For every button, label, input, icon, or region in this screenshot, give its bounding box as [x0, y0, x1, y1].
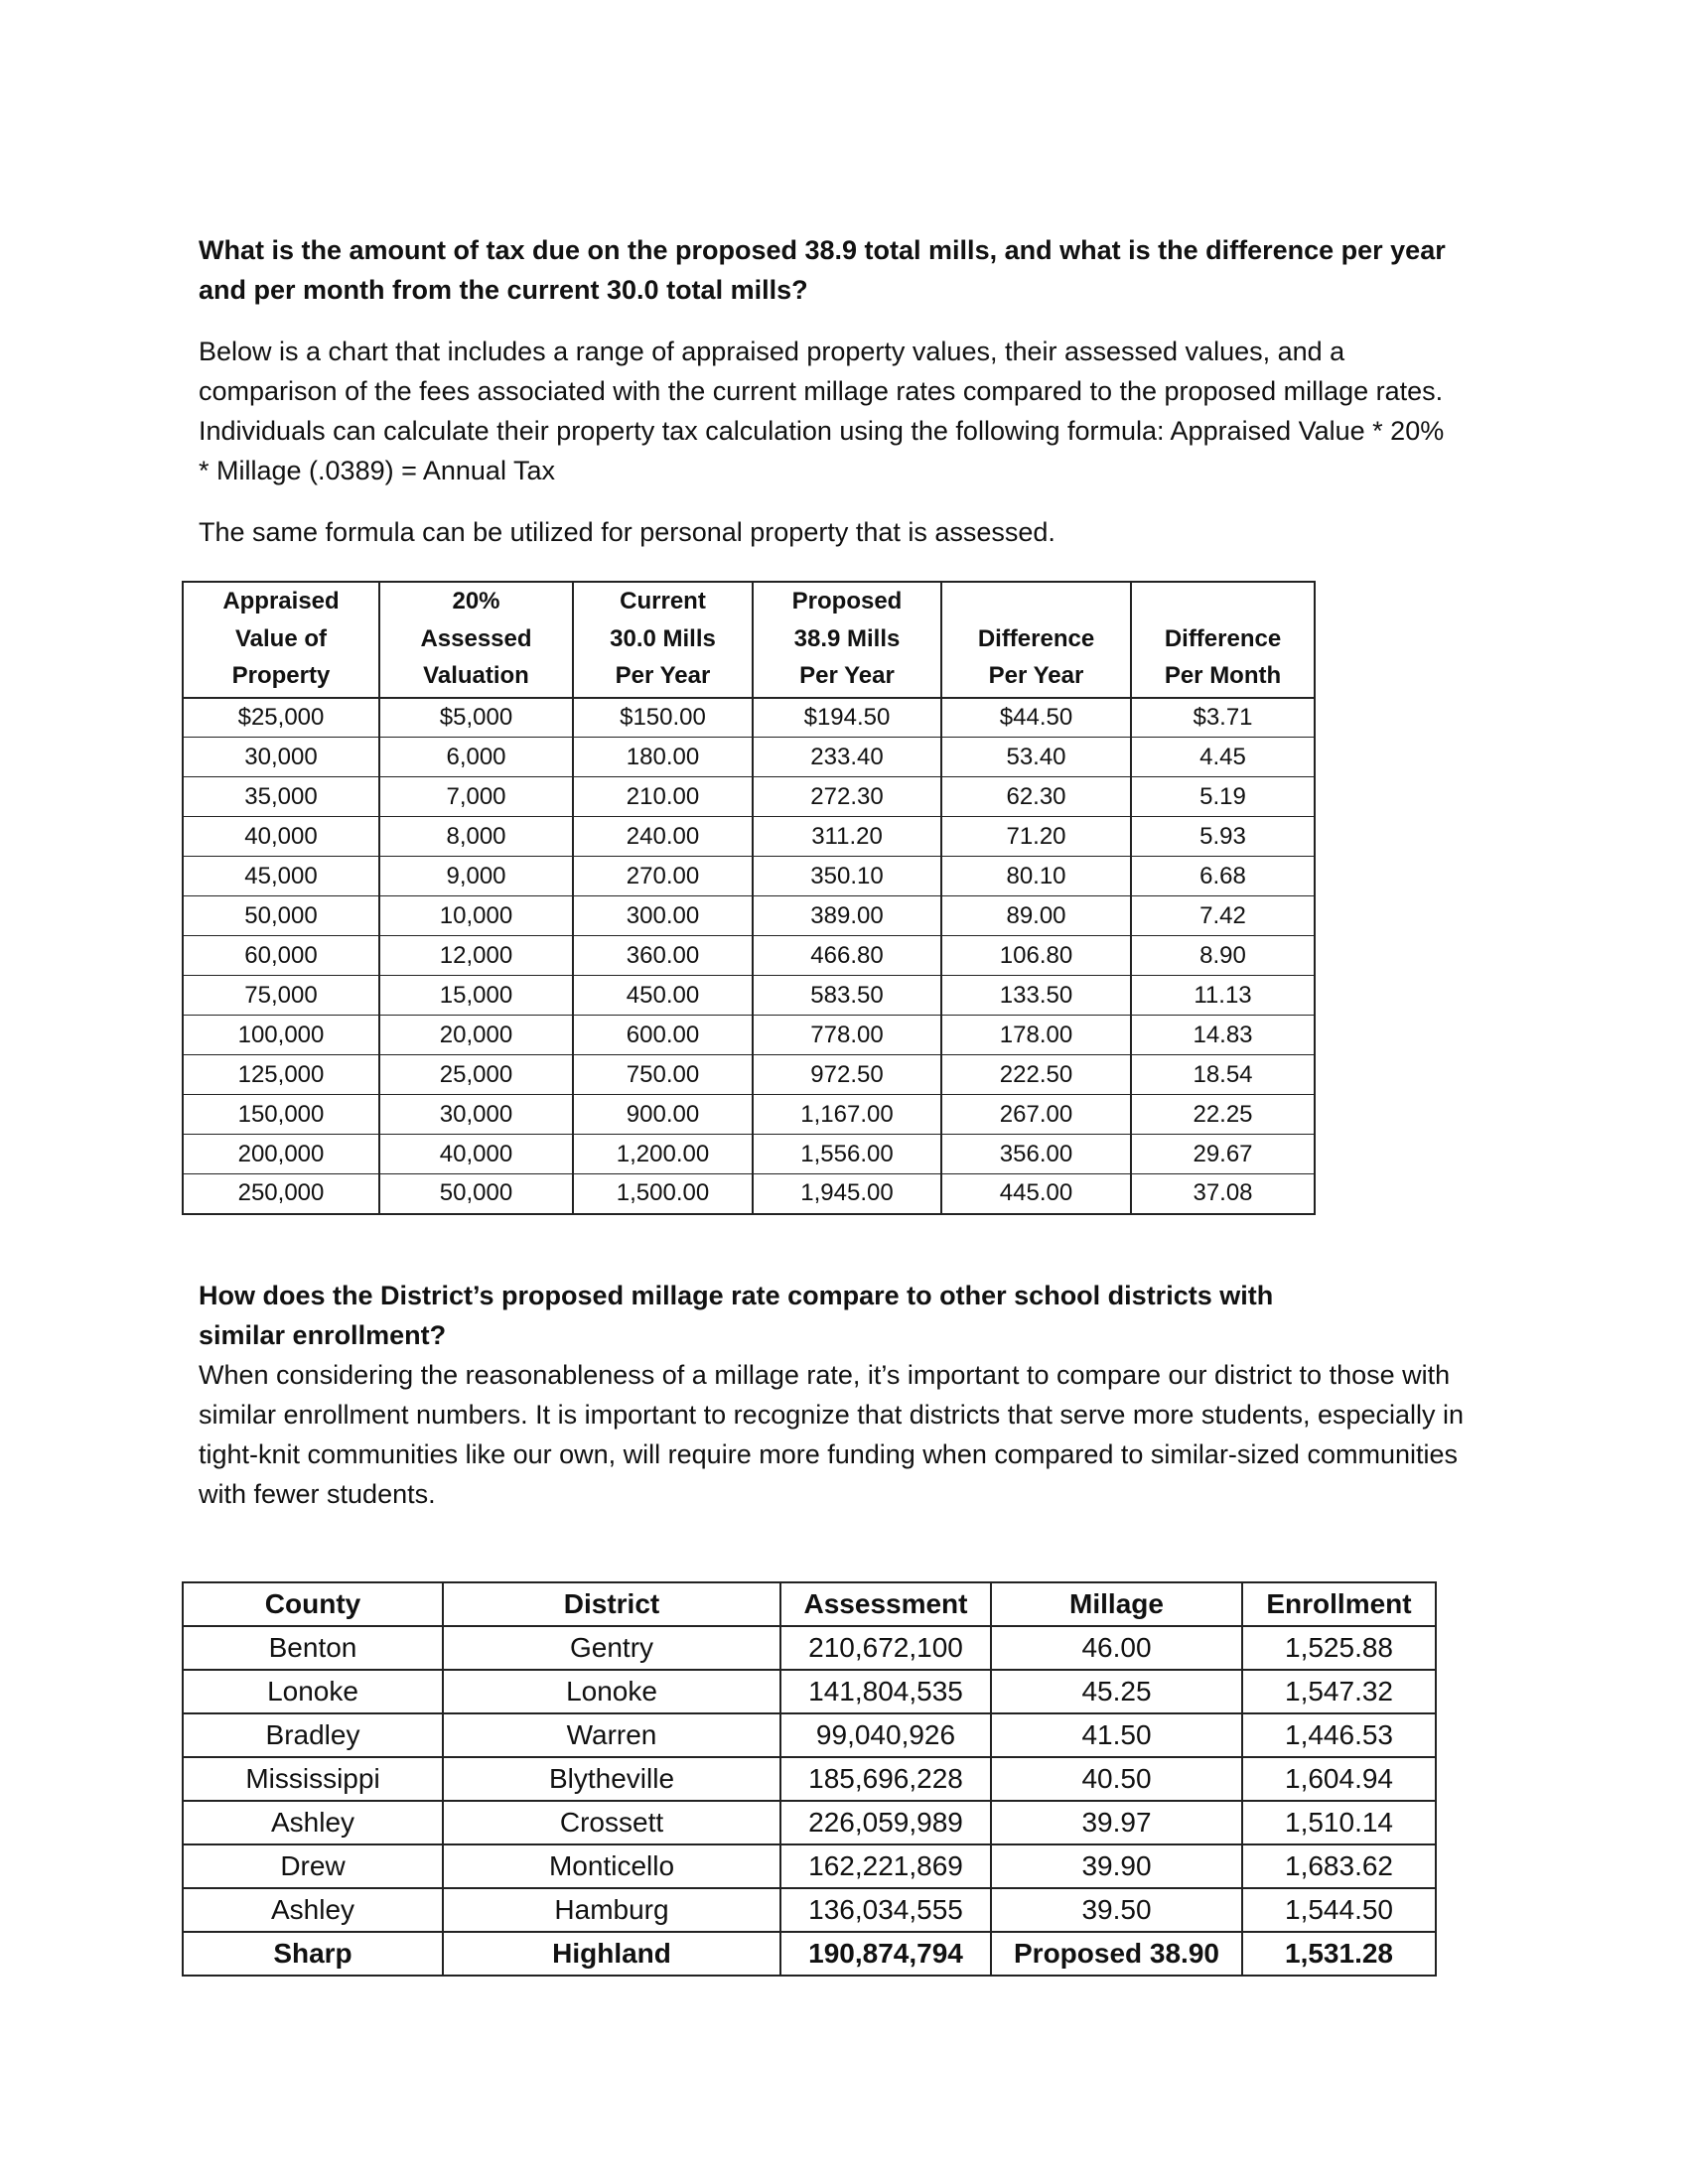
table-cell: 14.83 — [1131, 1016, 1315, 1055]
table-cell: 900.00 — [573, 1095, 753, 1135]
table-cell: Lonoke — [443, 1670, 780, 1713]
table-cell: Lonoke — [183, 1670, 443, 1713]
table-cell: 30,000 — [379, 1095, 573, 1135]
table-cell: Highland — [443, 1932, 780, 1976]
table-cell: 40,000 — [183, 817, 379, 857]
table-row — [183, 1713, 1436, 1757]
header-line: Difference — [1164, 624, 1282, 652]
table-cell: $25,000 — [183, 698, 379, 738]
table-cell: 162,221,869 — [780, 1844, 991, 1888]
tax-table-header-cell — [753, 582, 941, 698]
table-cell: 1,945.00 — [753, 1174, 941, 1214]
table-row — [183, 1055, 1315, 1095]
table-cell: 37.08 — [1131, 1174, 1315, 1214]
table-cell: 200,000 — [183, 1135, 379, 1174]
header-line: 38.9 Mills — [793, 624, 901, 652]
table-cell: 466.80 — [753, 936, 941, 976]
table-cell: 12,000 — [379, 936, 573, 976]
table-cell: 29.67 — [1131, 1135, 1315, 1174]
table-cell: 7.42 — [1131, 896, 1315, 936]
table-cell: 185,696,228 — [780, 1757, 991, 1801]
table-cell: 178.00 — [941, 1016, 1131, 1055]
table-cell: 272.30 — [753, 777, 941, 817]
table-cell: 106.80 — [941, 936, 1131, 976]
table-cell: 35,000 — [183, 777, 379, 817]
header-line: Per Year — [799, 662, 895, 689]
table-cell: 5.19 — [1131, 777, 1315, 817]
table-cell: 8.90 — [1131, 936, 1315, 976]
table-cell: 89.00 — [941, 896, 1131, 936]
table-cell: Proposed 38.90 — [991, 1932, 1242, 1976]
header-line: 30.0 Mills — [610, 624, 716, 652]
table-row — [183, 936, 1315, 976]
table-cell: 80.10 — [941, 857, 1131, 896]
header-line: Current — [620, 588, 706, 614]
table-cell: 1,446.53 — [1242, 1713, 1436, 1757]
table-row — [183, 857, 1315, 896]
table-cell: 50,000 — [183, 896, 379, 936]
table-cell: $3.71 — [1131, 698, 1315, 738]
table-cell: 50,000 — [379, 1174, 573, 1214]
table-cell: 1,167.00 — [753, 1095, 941, 1135]
table-row — [183, 1174, 1315, 1214]
table-cell: 71.20 — [941, 817, 1131, 857]
table-row — [183, 1801, 1436, 1844]
table-cell: Ashley — [183, 1888, 443, 1932]
table-cell: 6,000 — [379, 738, 573, 777]
table-cell: 99,040,926 — [780, 1713, 991, 1757]
table-cell: Drew — [183, 1844, 443, 1888]
table-cell: 18.54 — [1131, 1055, 1315, 1095]
header-line: Appraised — [222, 588, 340, 614]
table-cell: 53.40 — [941, 738, 1131, 777]
table-cell: 972.50 — [753, 1055, 941, 1095]
table-row — [183, 1670, 1436, 1713]
table-row — [183, 1888, 1436, 1932]
table-cell: 270.00 — [573, 857, 753, 896]
section2-heading: How does the District’s proposed millage rate compare to other school districts with similar enrollment? — [199, 1281, 1274, 1350]
table-cell: $44.50 — [941, 698, 1131, 738]
table-row — [183, 817, 1315, 857]
table-cell: 445.00 — [941, 1174, 1131, 1214]
table-cell: 7,000 — [379, 777, 573, 817]
table-cell: 46.00 — [991, 1626, 1242, 1670]
table-cell: Bradley — [183, 1713, 443, 1757]
table-cell: 125,000 — [183, 1055, 379, 1095]
table-cell: 40.50 — [991, 1757, 1242, 1801]
table-cell: 100,000 — [183, 1016, 379, 1055]
table-cell: 1,547.32 — [1242, 1670, 1436, 1713]
header-line: Proposed — [791, 588, 903, 614]
table-cell: 356.00 — [941, 1135, 1131, 1174]
header-line: 20% — [452, 588, 500, 614]
district-table-body — [183, 1626, 1436, 1976]
table-cell: 1,544.50 — [1242, 1888, 1436, 1932]
table-cell: 133.50 — [941, 976, 1131, 1016]
table-cell: 1,200.00 — [573, 1135, 753, 1174]
district-table-header-cell: County — [183, 1582, 443, 1626]
table-cell: Monticello — [443, 1844, 780, 1888]
tax-table-body — [183, 698, 1315, 1214]
table-cell: $194.50 — [753, 698, 941, 738]
tax-table-header-cell — [183, 582, 379, 698]
district-table-header-cell: Millage — [991, 1582, 1242, 1626]
table-row — [183, 777, 1315, 817]
table-cell: 267.00 — [941, 1095, 1131, 1135]
tax-table-header-cell — [573, 582, 753, 698]
district-table-header-row — [183, 1582, 1436, 1626]
table-cell: 39.97 — [991, 1801, 1242, 1844]
table-cell: 6.68 — [1131, 857, 1315, 896]
table-cell: 1,525.88 — [1242, 1626, 1436, 1670]
table-cell: 210,672,100 — [780, 1626, 991, 1670]
table-cell: 360.00 — [573, 936, 753, 976]
tax-table-header-cell — [379, 582, 573, 698]
table-cell: Blytheville — [443, 1757, 780, 1801]
table-cell: 39.90 — [991, 1844, 1242, 1888]
header-line: Value of — [234, 624, 328, 652]
header-line: Valuation — [423, 662, 529, 689]
table-row — [183, 698, 1315, 738]
table-cell: 20,000 — [379, 1016, 573, 1055]
table-cell: 750.00 — [573, 1055, 753, 1095]
table-cell: 240.00 — [573, 817, 753, 857]
table-cell: Sharp — [183, 1932, 443, 1976]
header-line: Difference — [977, 624, 1095, 652]
table-cell: 75,000 — [183, 976, 379, 1016]
table-cell: 4.45 — [1131, 738, 1315, 777]
table-cell: 15,000 — [379, 976, 573, 1016]
table-cell: Warren — [443, 1713, 780, 1757]
table-cell: 141,804,535 — [780, 1670, 991, 1713]
table-cell: 350.10 — [753, 857, 941, 896]
tax-table-header-row — [183, 582, 1315, 698]
table-cell: 300.00 — [573, 896, 753, 936]
table-cell: 8,000 — [379, 817, 573, 857]
table-cell: 10,000 — [379, 896, 573, 936]
header-line: Property — [231, 662, 331, 689]
table-cell: Benton — [183, 1626, 443, 1670]
header-line: Per Year — [615, 662, 711, 689]
table-cell: 45,000 — [183, 857, 379, 896]
table-row — [183, 1757, 1436, 1801]
table-cell: 311.20 — [753, 817, 941, 857]
section1-heading: What is the amount of tax due on the proposed 38.9 total mills, and what is the difference per year and per month from the current 30.0 total mills? — [199, 235, 1446, 305]
table-cell: 5.93 — [1131, 817, 1315, 857]
table-cell: 150,000 — [183, 1095, 379, 1135]
table-cell: 41.50 — [991, 1713, 1242, 1757]
table-cell: 389.00 — [753, 896, 941, 936]
table-cell: 778.00 — [753, 1016, 941, 1055]
district-comparison-table — [182, 1581, 1437, 1977]
table-cell: 39.50 — [991, 1888, 1242, 1932]
table-cell: 1,556.00 — [753, 1135, 941, 1174]
table-cell: 25,000 — [379, 1055, 573, 1095]
table-cell: 583.50 — [753, 976, 941, 1016]
section-tax-calculation — [199, 230, 1489, 552]
table-cell: 45.25 — [991, 1670, 1242, 1713]
table-cell: 1,531.28 — [1242, 1932, 1436, 1976]
table-row — [183, 1626, 1436, 1670]
table-row — [183, 896, 1315, 936]
table-cell: 1,500.00 — [573, 1174, 753, 1214]
district-table-header-cell: Enrollment — [1242, 1582, 1436, 1626]
table-cell: 1,510.14 — [1242, 1801, 1436, 1844]
table-cell: 450.00 — [573, 976, 753, 1016]
table-row — [183, 738, 1315, 777]
section1-note: The same formula can be utilized for personal property that is assessed. — [199, 517, 1055, 547]
table-cell: 1,604.94 — [1242, 1757, 1436, 1801]
table-cell: Gentry — [443, 1626, 780, 1670]
header-line — [942, 583, 1130, 620]
table-cell: 1,683.62 — [1242, 1844, 1436, 1888]
table-cell: 180.00 — [573, 738, 753, 777]
section-district-comparison — [199, 1276, 1489, 1514]
tax-comparison-table — [182, 581, 1316, 1215]
table-row — [183, 1932, 1436, 1976]
table-row — [183, 976, 1315, 1016]
table-row — [183, 1016, 1315, 1055]
table-row — [183, 1844, 1436, 1888]
table-cell: 190,874,794 — [780, 1932, 991, 1976]
table-cell: $150.00 — [573, 698, 753, 738]
table-cell: 222.50 — [941, 1055, 1131, 1095]
table-cell: 40,000 — [379, 1135, 573, 1174]
table-cell: 210.00 — [573, 777, 753, 817]
header-line — [1132, 583, 1314, 620]
district-table-header-cell: Assessment — [780, 1582, 991, 1626]
section2-body: When considering the reasonableness of a millage rate, it’s important to compare our district to those with similar enrollment numbers. It is important to recognize that districts that serve more students, especially in tight-knit communities like our own, will require more funding when compared to similar-sized communities with fewer students. — [199, 1360, 1465, 1509]
table-cell: 600.00 — [573, 1016, 753, 1055]
table-cell: Mississippi — [183, 1757, 443, 1801]
section1-intro: Below is a chart that includes a range of appraised property values, their assessed values, and a comparison of the fees associated with the current millage rates compared to the proposed millage rates. Individuals can calculate their property tax calculation using the following formula: Appraised Value * 20% * Millage (.0389) = Annual Tax — [199, 337, 1445, 485]
table-cell: 60,000 — [183, 936, 379, 976]
table-cell: Ashley — [183, 1801, 443, 1844]
table-cell: Crossett — [443, 1801, 780, 1844]
tax-table-header-cell — [941, 582, 1131, 698]
table-cell: $5,000 — [379, 698, 573, 738]
table-cell: 233.40 — [753, 738, 941, 777]
table-cell: 136,034,555 — [780, 1888, 991, 1932]
table-row — [183, 1095, 1315, 1135]
table-cell: 11.13 — [1131, 976, 1315, 1016]
table-cell: 22.25 — [1131, 1095, 1315, 1135]
header-line: Per Year — [988, 662, 1084, 689]
table-row — [183, 1135, 1315, 1174]
table-cell: 250,000 — [183, 1174, 379, 1214]
header-line: Assessed — [420, 624, 532, 652]
table-cell: 62.30 — [941, 777, 1131, 817]
table-cell: Hamburg — [443, 1888, 780, 1932]
table-cell: 30,000 — [183, 738, 379, 777]
tax-table-header-cell — [1131, 582, 1315, 698]
header-line: Per Month — [1164, 662, 1282, 689]
table-cell: 9,000 — [379, 857, 573, 896]
table-cell: 226,059,989 — [780, 1801, 991, 1844]
district-table-header-cell: District — [443, 1582, 780, 1626]
